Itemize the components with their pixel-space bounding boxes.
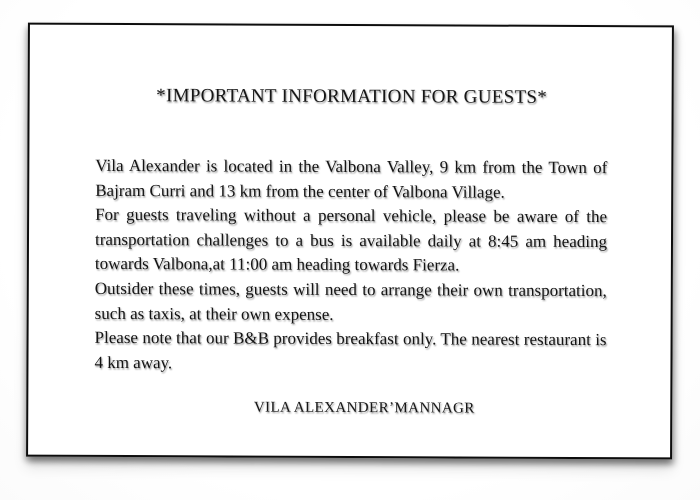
notice-signature: VILA ALEXANDER’MANNAGR: [253, 399, 475, 417]
notice-paragraph-transportation: For guests traveling without a personal vehicle, please be aware of the transportation challenges to a bus is available daily at 8:45 am heading towards Valbona,at 11:00 am heading towards Fierza.: [94, 205, 608, 275]
notice-paragraph-breakfast: Please note that our B&B provides breakfast only. The nearest restaurant is 4 km away.: [94, 328, 607, 372]
notice-body: [94, 154, 607, 378]
notice-title: *IMPORTANT INFORMATION FOR GUESTS*: [156, 85, 548, 108]
notice-paragraph-location: Vila Alexander is located in the Valbona Valley, 9 km from the Town of Bajram Curri and 13 km from the center of Valbona Village.: [95, 155, 608, 202]
notice-paragraph-taxis: Outsider these times, guests will need to arrange their own transportation, such as taxis, at their own expense.: [94, 278, 607, 324]
guest-notice-sign: [26, 23, 674, 460]
